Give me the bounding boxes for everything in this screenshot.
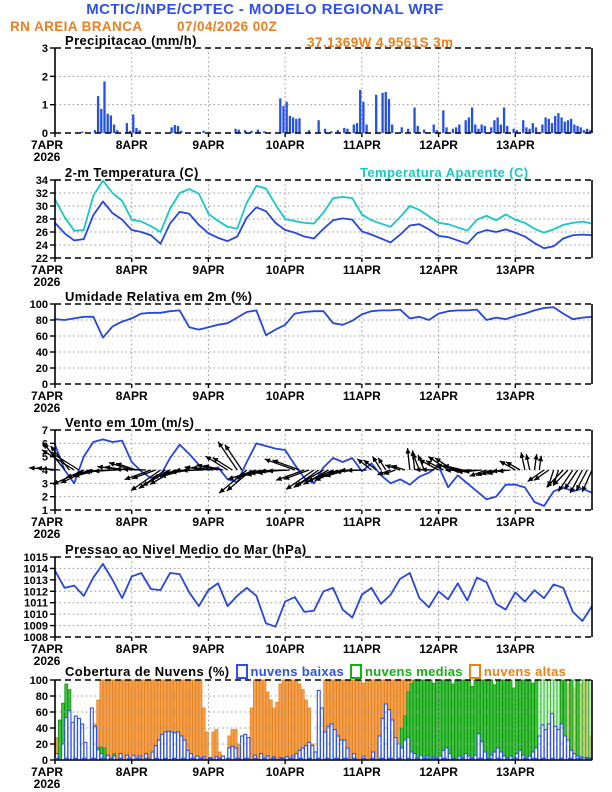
panel-temperature-2m	[31, 175, 592, 289]
y-tick-label: 4	[41, 465, 48, 477]
x-tick-label: 7APR	[30, 138, 64, 152]
mean-sea-level-pressure-grid	[55, 557, 592, 637]
x-tick-label: 9APR	[192, 642, 225, 656]
x-tick-year-label: 2026	[33, 275, 61, 289]
legend-temperatura-aparente: Temperatura Aparente (C)	[360, 165, 529, 180]
precipitation-x-axis	[31, 133, 535, 164]
x-tick-label: 10APR	[265, 642, 305, 656]
model-title: MCTIC/INPE/CPTEC - MODELO REGIONAL WRF	[86, 1, 444, 18]
x-tick-year-label: 2026	[33, 777, 61, 791]
y-tick-label: 100	[29, 299, 48, 311]
x-tick-label: 9APR	[192, 765, 225, 779]
y-tick-label: 26	[35, 227, 48, 239]
x-tick-label: 11APR	[342, 263, 381, 277]
x-tick-year-label: 2026	[33, 527, 61, 541]
y-tick-label: 1012	[23, 586, 48, 599]
y-tick-label: 32	[35, 188, 48, 200]
x-tick-label: 10APR	[265, 263, 305, 277]
y-tick-label: 0	[41, 755, 48, 767]
y-tick-label: 28	[35, 214, 48, 226]
x-tick-year-label: 2026	[33, 654, 61, 668]
relative-humidity-2m-x-axis	[31, 384, 535, 415]
y-tick-label: 1014	[23, 563, 48, 576]
temperature-2m-y-axis	[36, 175, 55, 265]
x-tick-label: 10APR	[265, 389, 305, 403]
legend-nuvens-altas-label: nuvens altas	[483, 664, 567, 679]
x-tick-label: 9APR	[192, 138, 225, 152]
run-datetime: 07/04/2026 00Z	[177, 19, 278, 34]
x-tick-label: 7APR	[30, 515, 64, 529]
y-tick-label: 2	[41, 491, 48, 504]
x-tick-label: 13APR	[495, 389, 535, 403]
y-tick-label: 3	[41, 478, 48, 491]
y-tick-label: 22	[35, 253, 48, 265]
panel-mean-sea-level-pressure	[24, 552, 592, 668]
mean-sea-level-pressure-x-axis	[31, 637, 535, 668]
x-tick-label: 11APR	[342, 515, 381, 529]
x-tick-label: 12APR	[419, 642, 458, 656]
y-tick-label: 1010	[23, 609, 48, 622]
y-tick-label: 100	[29, 675, 48, 687]
y-tick-label: 6	[41, 438, 48, 451]
y-tick-label: 1008	[23, 632, 48, 644]
x-tick-label: 7APR	[30, 642, 64, 656]
x-tick-label: 8APR	[115, 389, 148, 403]
relative-humidity-2m-content	[55, 307, 592, 337]
y-tick-label: 24	[35, 240, 48, 252]
y-tick-label: 0	[41, 128, 48, 140]
panel-title-precipitacao: Precipitacao (mm/h)	[65, 33, 197, 48]
x-tick-year-label: 2026	[33, 150, 61, 164]
y-tick-label: 34	[35, 175, 48, 187]
x-tick-year-label: 2026	[33, 401, 61, 415]
temperature-2m-x-axis	[31, 258, 535, 289]
relative-humidity-2m-y-axis	[30, 299, 55, 391]
y-tick-label: 60	[35, 707, 48, 719]
y-tick-label: 30	[35, 201, 48, 213]
cloud-cover-content	[55, 680, 592, 760]
panel-wind-10m	[29, 425, 592, 541]
x-tick-label: 13APR	[495, 765, 535, 779]
y-tick-label: 1015	[23, 552, 48, 564]
x-tick-label: 10APR	[265, 515, 305, 529]
precipitation-frame	[55, 48, 592, 133]
panel-title-umidade: Umidade Relativa em 2m (%)	[65, 289, 253, 304]
wind-10m-x-axis	[31, 510, 535, 541]
y-tick-label: 0	[41, 379, 48, 391]
x-tick-label: 8APR	[115, 138, 148, 152]
cloud-cover-y-axis	[30, 675, 55, 767]
y-tick-label: 1009	[23, 620, 48, 633]
x-tick-label: 7APR	[30, 765, 64, 779]
x-tick-label: 11APR	[342, 138, 381, 152]
x-tick-label: 9APR	[192, 515, 225, 529]
panel-title-pressao: Pressao ao Nivel Medio do Mar (hPa)	[65, 542, 307, 557]
temperature-2m-content	[55, 181, 592, 249]
x-tick-label: 8APR	[115, 765, 148, 779]
x-tick-label: 12APR	[419, 515, 458, 529]
y-tick-label: 20	[35, 739, 48, 751]
mean-sea-level-pressure-frame	[55, 557, 592, 637]
panel-relative-humidity-2m	[30, 299, 592, 415]
panel-title-temperatura: 2-m Temperatura (C)	[65, 165, 199, 180]
station-name: RN AREIA BRANCA	[10, 19, 143, 34]
x-tick-label: 11APR	[342, 389, 381, 403]
y-tick-label: 5	[41, 451, 48, 464]
x-tick-label: 12APR	[419, 263, 458, 277]
x-tick-label: 10APR	[265, 765, 305, 779]
y-tick-label: 40	[35, 347, 48, 359]
x-tick-label: 9APR	[192, 389, 225, 403]
y-tick-label: 1013	[23, 574, 48, 587]
x-tick-label: 11APR	[342, 765, 381, 779]
x-tick-label: 12APR	[419, 765, 458, 779]
mean-sea-level-pressure-y-axis	[24, 552, 55, 644]
y-tick-label: 80	[35, 315, 48, 327]
panel-cloud-cover	[30, 675, 592, 791]
precipitation-y-axis	[42, 43, 55, 140]
y-tick-label: 1	[41, 99, 48, 112]
y-tick-label: 80	[35, 691, 48, 703]
x-tick-label: 7APR	[30, 389, 64, 403]
precipitation-grid	[55, 48, 592, 133]
panel-precipitation	[31, 43, 592, 164]
x-tick-label: 12APR	[419, 389, 458, 403]
cloud-cover-x-axis	[31, 760, 535, 791]
temperature-2m-grid	[55, 180, 592, 258]
y-tick-label: 60	[35, 331, 48, 343]
panel-title-vento: Vento em 10m (m/s)	[65, 415, 195, 430]
y-tick-label: 20	[35, 363, 48, 375]
x-tick-label: 10APR	[265, 138, 305, 152]
y-tick-label: 7	[41, 425, 48, 437]
x-tick-label: 8APR	[115, 515, 148, 529]
legend-nuvens-baixas-label: nuvens baixas	[250, 664, 345, 679]
x-tick-label: 7APR	[30, 263, 64, 277]
wind-10m-y-axis	[42, 425, 55, 517]
x-tick-label: 12APR	[419, 138, 458, 152]
x-tick-label: 13APR	[495, 138, 535, 152]
y-tick-label: 3	[41, 43, 48, 55]
y-tick-label: 40	[35, 723, 48, 735]
y-tick-label: 1011	[24, 597, 48, 610]
x-tick-label: 13APR	[495, 515, 535, 529]
y-tick-label: 1	[41, 505, 48, 517]
x-tick-label: 13APR	[495, 263, 535, 277]
x-tick-label: 9APR	[192, 263, 225, 277]
x-tick-label: 13APR	[495, 642, 535, 656]
x-tick-label: 8APR	[115, 263, 148, 277]
station-coordinates: 37.1369W 4.9561S 3m	[307, 35, 454, 50]
x-tick-label: 11APR	[342, 642, 381, 656]
y-tick-label: 2	[41, 71, 48, 84]
legend-nuvens-medias-label: nuvens medias	[365, 664, 463, 679]
mean-sea-level-pressure-content	[55, 564, 592, 627]
wind-10m-content	[29, 439, 592, 506]
x-tick-label: 8APR	[115, 642, 148, 656]
panel-title-nuvens: Cobertura de Nuvens (%)	[65, 664, 230, 679]
